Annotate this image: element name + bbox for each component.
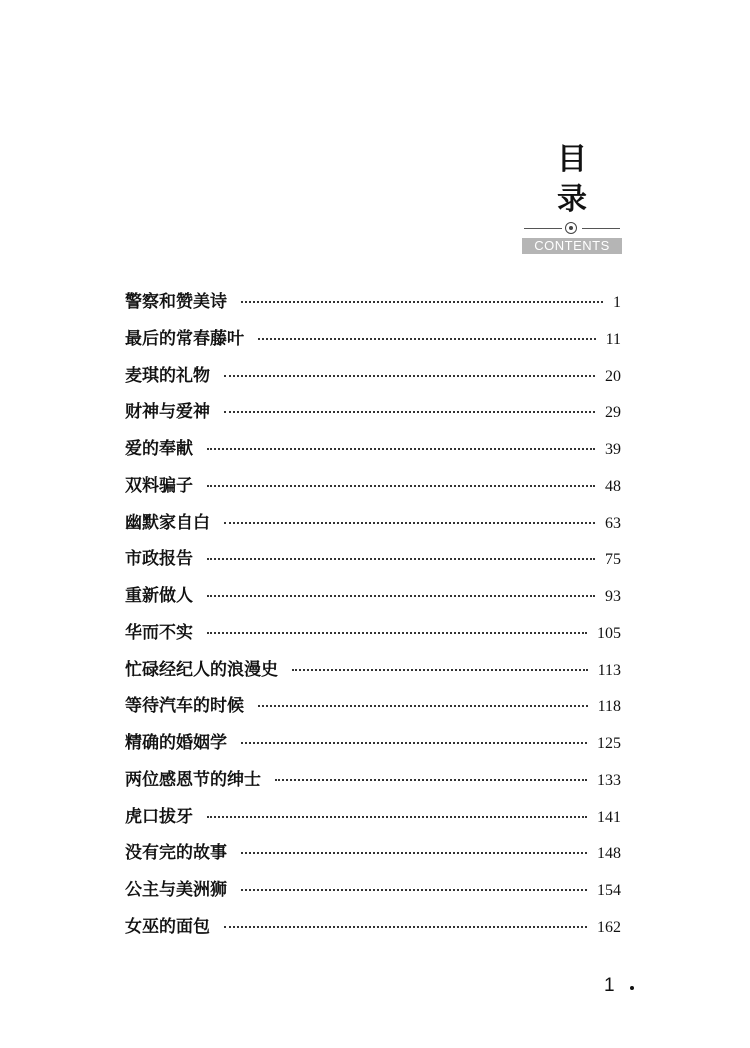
page-number: 1 <box>604 975 615 996</box>
toc-entry[interactable] <box>125 508 621 545</box>
toc-entry-page: 11 <box>605 330 621 348</box>
toc-entry-page: 162 <box>597 918 621 936</box>
toc-entry[interactable] <box>125 324 621 361</box>
toc-entry-title: 没有完的故事 <box>125 843 227 864</box>
toc-entry[interactable] <box>125 544 621 581</box>
toc-entry-page: 118 <box>597 698 621 716</box>
toc-entry[interactable] <box>125 434 621 471</box>
toc-entry-title: 虎口拔牙 <box>125 806 193 827</box>
ornament-circle-icon <box>565 222 577 234</box>
toc-entry[interactable] <box>125 691 621 728</box>
toc-entry-page: 20 <box>605 367 621 385</box>
toc-leader-dots <box>207 632 587 634</box>
toc-leader-dots <box>207 485 595 487</box>
toc-entry-page: 105 <box>597 624 621 642</box>
toc-entry-title: 警察和赞美诗 <box>125 292 227 312</box>
toc-entry[interactable] <box>125 655 621 692</box>
toc-entry-page: 48 <box>605 477 621 495</box>
toc-entry[interactable] <box>125 912 621 949</box>
contents-subtitle: CONTENTS <box>522 238 622 254</box>
page-title: 目 录 <box>557 142 609 217</box>
toc-leader-dots <box>275 779 587 781</box>
toc-entry-page: 125 <box>597 735 621 752</box>
toc-entry-page: 133 <box>597 771 621 789</box>
toc-entry-page: 93 <box>605 588 621 605</box>
toc-entry-title: 市政报告 <box>125 549 193 570</box>
toc-entry-page: 39 <box>605 441 621 458</box>
toc-entry[interactable] <box>125 728 621 765</box>
toc-entry[interactable] <box>125 802 621 839</box>
toc-leader-dots <box>224 411 595 413</box>
toc-entry-page: 63 <box>605 514 621 532</box>
toc-entry-title: 女巫的面包 <box>125 916 210 937</box>
toc-leader-dots <box>207 558 595 560</box>
toc-entry-title: 财神与爱神 <box>125 402 210 423</box>
toc-entry-page: 75 <box>605 551 621 569</box>
toc-leader-dots <box>207 816 587 818</box>
toc-entry-title: 双料骗子 <box>125 475 193 496</box>
toc-leader-dots <box>241 742 587 744</box>
toc-entry-title: 麦琪的礼物 <box>125 365 210 386</box>
toc-entry-title: 精确的婚姻学 <box>125 733 227 753</box>
toc-entry[interactable] <box>125 875 621 912</box>
toc-leader-dots <box>207 448 595 450</box>
toc-leader-dots <box>224 375 595 377</box>
toc-entry-page: 113 <box>597 661 621 679</box>
toc-entry-title: 爱的奉献 <box>125 439 193 459</box>
toc-entry-title: 两位感恩节的绅士 <box>125 769 261 790</box>
toc-leader-dots <box>241 852 587 854</box>
ornament-line-left <box>524 228 562 229</box>
toc-entry-title: 公主与美洲狮 <box>125 880 227 900</box>
toc-leader-dots <box>224 926 587 928</box>
toc-entry[interactable] <box>125 471 621 508</box>
toc-entry-title: 忙碌经纪人的浪漫史 <box>125 659 278 680</box>
toc-entry-title: 重新做人 <box>125 586 193 606</box>
page-number-dot <box>630 986 634 990</box>
toc-leader-dots <box>224 522 595 524</box>
toc-entry-page: 29 <box>605 404 621 422</box>
toc-leader-dots <box>292 669 588 671</box>
toc-entry-page: 1 <box>613 294 621 311</box>
toc-leader-dots <box>241 889 587 891</box>
toc-entry[interactable] <box>125 397 621 434</box>
toc-entry[interactable] <box>125 838 621 875</box>
toc-entry[interactable] <box>125 581 621 618</box>
toc-entry-page: 141 <box>597 808 621 826</box>
toc-leader-dots <box>258 338 596 340</box>
toc-header <box>522 140 622 254</box>
toc-entry[interactable] <box>125 765 621 802</box>
toc-entry-title: 华而不实 <box>125 622 193 643</box>
title-ornament <box>522 222 622 236</box>
toc-entry-title: 最后的常春藤叶 <box>125 328 244 349</box>
toc-entry-page: 148 <box>597 845 621 863</box>
toc-leader-dots <box>258 705 588 707</box>
toc-leader-dots <box>241 301 603 303</box>
toc-entry[interactable] <box>125 361 621 398</box>
toc-leader-dots <box>207 595 595 597</box>
toc-entry-title: 等待汽车的时候 <box>125 696 244 717</box>
toc-entry-page: 154 <box>597 882 621 899</box>
table-of-contents <box>125 287 621 949</box>
ornament-line-right <box>582 228 620 229</box>
toc-entry[interactable] <box>125 618 621 655</box>
toc-entry-title: 幽默家自白 <box>125 512 210 533</box>
toc-entry[interactable] <box>125 287 621 324</box>
